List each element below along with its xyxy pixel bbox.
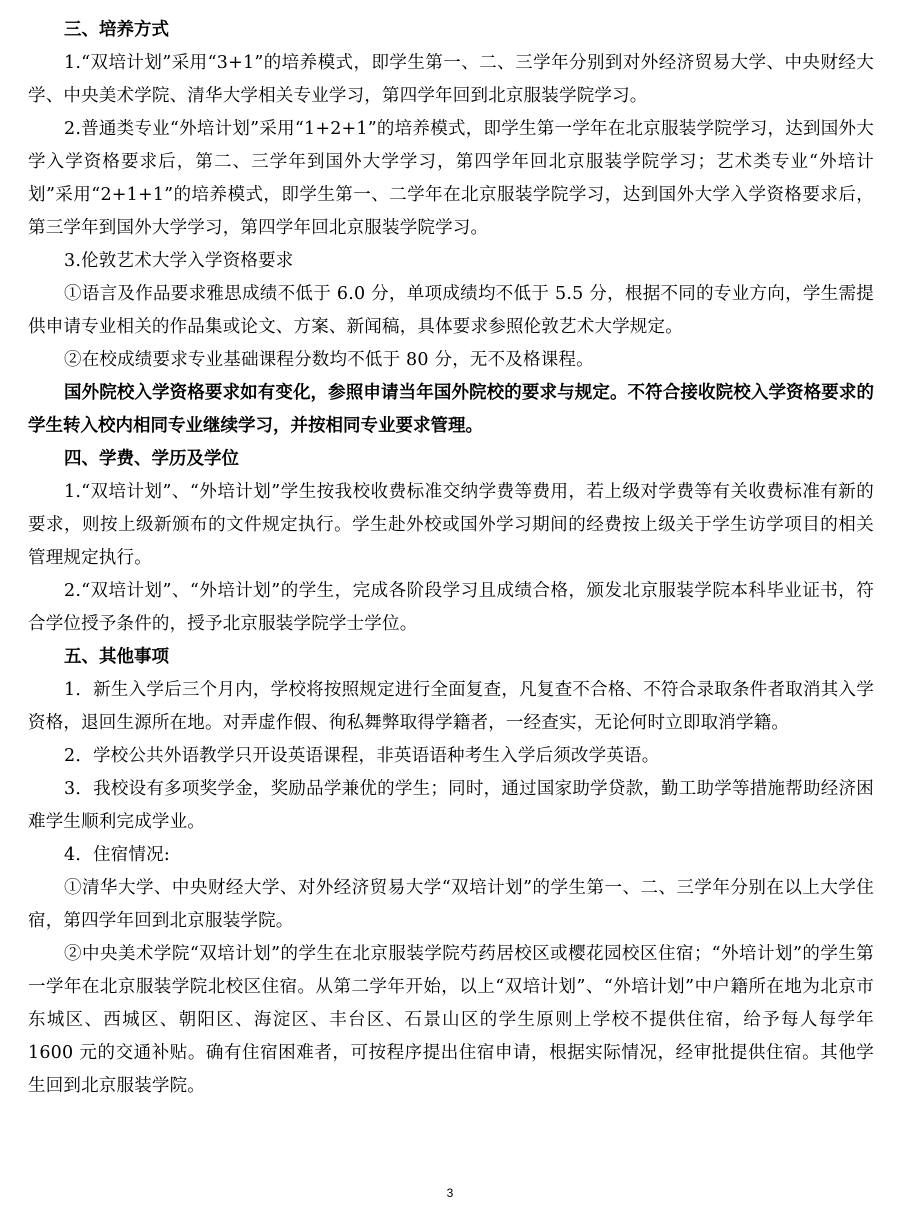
paragraph: ①清华大学、中央财经大学、对外经济贸易大学“双培计划”的学生第一、二、三学年分别在以上大学住宿，第四学年回到北京服装学院。 [28,878,874,931]
bold-notice-paragraph: 国外院校入学资格要求如有变化，参照申请当年国外院校的要求与规定。不符合接收院校入学资格要求的学生转入校内相同专业继续学习，并按相同专业要求管理。 [28,383,874,436]
paragraph: 4．住宿情况: [64,845,170,865]
paragraph: 3．我校设有多项奖学金，奖励品学兼优的学生；同时，通过国家助学贷款，勤工助学等措施帮助经济困难学生顺利完成学业。 [28,779,874,832]
paragraph: 1.“双培计划”、“外培计划”学生按我校收费标准交纳学费等费用，若上级对学费等有关收费标准有新的要求，则按上级新颁布的文件规定执行。学生赴外校或国外学习期间的经费按上级关于学生访学项目的相关管理规定执行。 [28,482,874,568]
document-page [28,14,874,1103]
paragraph: ②在校成绩要求专业基础课程分数均不低于 80 分，无不及格课程。 [64,350,594,370]
section-heading-tuition-degree: 四、学费、学历及学位 [64,449,239,469]
paragraph: 3.伦敦艺术大学入学资格要求 [64,251,294,271]
paragraph: ②中央美术学院“双培计划”的学生在北京服装学院芍药居校区或樱花园校区住宿；“外培计划”的学生第一学年在北京服装学院北校区住宿。从第二学年开始，以上“双培计划”、“外培计划”中户籍所在地为北京市东城区、西城区、朝阳区、海淀区、丰台区、石景山区的学生原则上学校不提供住宿，给予每人每学年 1600 元的交通补贴。确有住宿困难者，可按程序提出住宿申请，根据实际情况，经审批提供住宿。其他学生回到北京服装学院。 [28,944,874,1096]
paragraph: 2.普通类专业“外培计划”采用“1+2+1”的培养模式，即学生第一学年在北京服装学院学习，达到国外大学入学资格要求后，第二、三学年到国外大学学习，第四学年回北京服装学院学习；艺术类专业“外培计划”采用“2+1+1”的培养模式，即学生第一、二学年在北京服装学院学习，达到国外大学入学资格要求后，第三学年到国外大学学习，第四学年回北京服装学院学习。 [28,119,874,238]
paragraph: 2．学校公共外语教学只开设英语课程，非英语语种考生入学后须改学英语。 [64,746,660,766]
paragraph: ①语言及作品要求雅思成绩不低于 6.0 分，单项成绩均不低于 5.5 分，根据不同的专业方向，学生需提供申请专业相关的作品集或论文、方案、新闻稿，具体要求参照伦敦艺术大学规定。 [28,284,874,337]
section-heading-training-mode: 三、培养方式 [64,20,169,40]
section-heading-other-matters: 五、其他事项 [64,647,169,667]
page-number: 3 [446,1186,454,1200]
paragraph: 1.“双培计划”采用“3+1”的培养模式，即学生第一、二、三学年分别到对外经济贸易大学、中央财经大学、中央美术学院、清华大学相关专业学习，第四学年回到北京服装学院学习。 [28,53,874,106]
paragraph: 1．新生入学后三个月内，学校将按照规定进行全面复查，凡复查不合格、不符合录取条件者取消其入学资格，退回生源所在地。对弄虚作假、徇私舞弊取得学籍者，一经查实，无论何时立即取消学籍。 [28,680,874,733]
paragraph: 2.“双培计划”、“外培计划”的学生，完成各阶段学习且成绩合格，颁发北京服装学院本科毕业证书，符合学位授予条件的，授予北京服装学院学士学位。 [28,581,874,634]
